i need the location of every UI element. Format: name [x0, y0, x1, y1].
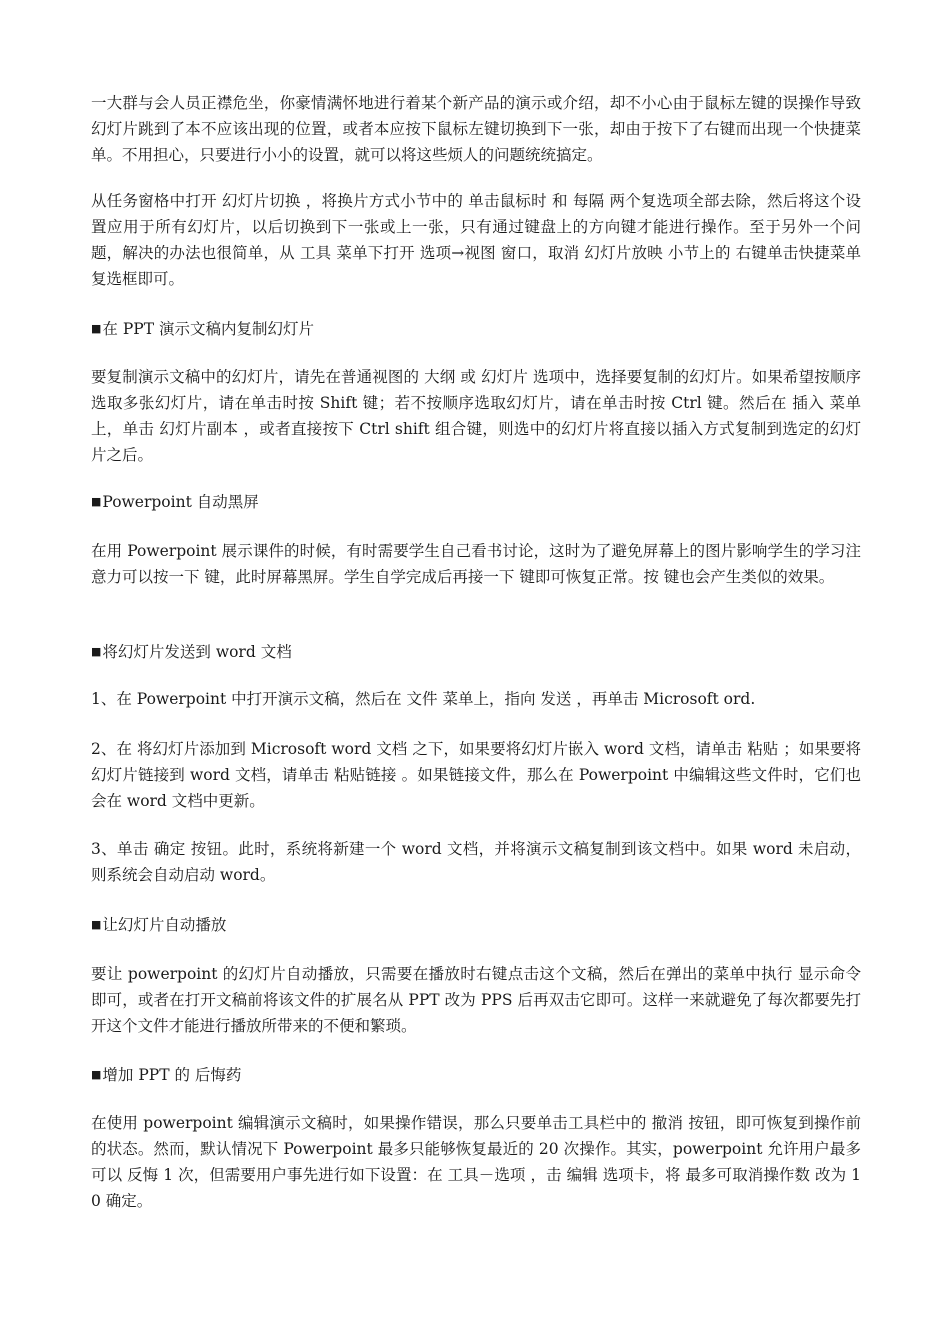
send-to-word-step-2: 2、在 将幻灯片添加到 Microsoft word 文档 之下，如果要将幻灯片嵌入 word 文档，请单击 粘贴 ；如果要将幻灯片链接到 word 文档，请单击 粘贴链接 。如果链接文件，那么在 Powerpoint 中编辑这些文件时，它们也会在 word 文档中更新。 — [91, 740, 861, 810]
heading-text: 在 PPT 演示文稿内复制幻灯片 — [102, 320, 314, 338]
intro-paragraph: 一大群与会人员正襟危坐，你豪情满怀地进行着某个新产品的演示或介绍，却不小心由于鼠标左键的误操作导致幻灯片跳到了本不应该出现的位置，或者本应按下鼠标左键切换到下一张，却由于按下了右键而出现一个快捷菜单。不用担心，只要进行小小的设置，就可以将这些烦人的问题统统搞定。 — [91, 94, 861, 164]
bullet-icon: ■ — [91, 918, 102, 931]
black-screen-paragraph: 在用 Powerpoint 展示课件的时候，有时需要学生自己看书讨论，这时为了避免屏幕上的图片影响学生的学习注意力可以按一下 键，此时屏幕黑屏。学生自学完成后再接一下 键即可恢复正常。按 键也会产生类似的效果。 — [91, 542, 861, 586]
heading-text: 让幻灯片自动播放 — [102, 916, 227, 934]
section-heading-black-screen — [91, 489, 861, 515]
section-heading-copy-slides — [91, 316, 861, 342]
section-heading-send-to-word — [91, 639, 861, 665]
heading-text: 增加 PPT 的 后悔药 — [102, 1066, 242, 1084]
heading-text: Powerpoint 自动黑屏 — [102, 493, 259, 511]
undo-paragraph: 在使用 powerpoint 编辑演示文稿时，如果操作错误，那么只要单击工具栏中的 撤消 按钮，即可恢复到操作前的状态。然而，默认情况下 Powerpoint 最多只能够恢复最近的 20 次操作。其实，powerpoint 允许用户最多可以 反悔 1 次，但需要用户事先进行如下设置：在 工具－选项 ，击 编辑 选项卡，将 最多可取消操作数 改为 1 0 确定。 — [91, 1114, 861, 1210]
bullet-icon: ■ — [91, 322, 102, 335]
slide-switch-paragraph: 从任务窗格中打开 幻灯片切换 ，将换片方式小节中的 单击鼠标时 和 每隔 两个复选项全部去除，然后将这个设置应用于所有幻灯片，以后切换到下一张或上一张，只有通过键盘上的方向键才能进行操作。至于另外一个问题，解决的办法也很简单，从 工具 菜单下打开 选项→视图 窗口，取消 幻灯片放映 小节上的 右键单击快捷菜单 复选框即可。 — [91, 192, 861, 288]
send-to-word-step-3: 3、单击 确定 按钮。此时，系统将新建一个 word 文档，并将演示文稿复制到该文档中。如果 word 未启动，则系统会自动启动 word。 — [91, 840, 861, 884]
copy-slides-paragraph: 要复制演示文稿中的幻灯片，请先在普通视图的 大纲 或 幻灯片 选项中，选择要复制的幻灯片。如果希望按顺序选取多张幻灯片，请在单击时按 Shift 键；若不按顺序选取幻灯片，请在单击时按 Ctrl 键。然后在 插入 菜单上，单击 幻灯片副本 ，或者直接按下 Ctrl shift 组合键，则选中的幻灯片将直接以插入方式复制到选定的幻灯片之后。 — [91, 368, 861, 464]
section-heading-auto-play — [91, 912, 861, 938]
send-to-word-step-1: 1、在 Powerpoint 中打开演示文稿，然后在 文件 菜单上，指向 发送 ，再单击 Microsoft ord. — [91, 690, 756, 708]
auto-play-paragraph: 要让 powerpoint 的幻灯片自动播放，只需要在播放时右键点击这个文稿，然后在弹出的菜单中执行 显示命令即可，或者在打开文稿前将该文件的扩展名从 PPT 改为 PPS 后再双击它即可。这样一来就避免了每次都要先打开这个文件才能进行播放所带来的不便和繁琐。 — [91, 965, 861, 1035]
bullet-icon: ■ — [91, 645, 102, 658]
section-heading-undo — [91, 1062, 861, 1088]
heading-text: 将幻灯片发送到 word 文档 — [102, 643, 292, 661]
bullet-icon: ■ — [91, 1068, 102, 1081]
bullet-icon: ■ — [91, 495, 102, 508]
